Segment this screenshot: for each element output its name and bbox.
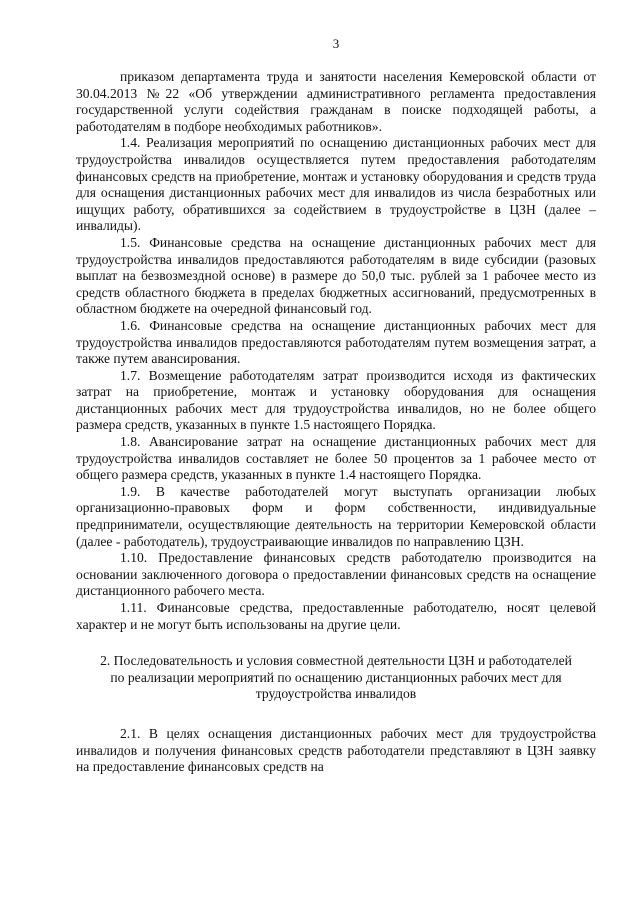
paragraph-2-1: 2.1. В целях оснащения дистанционных рабочих мест для трудоустройства инвалидов и получения финансовых средств работодатели представляют в ЦЗН заявку на предоставление финансовых средств на: [76, 725, 596, 775]
paragraph-1-8: 1.8. Авансирование затрат на оснащение дистанционных рабочих мест для трудоустройства инвалидов составляет не более 50 процентов за 1 рабочее место от общего размера средств, указанных в пункте 1.4 настоящего Порядка.: [76, 434, 596, 483]
paragraph-1-11: 1.11. Финансовые средства, предоставленные работодателю, носят целевой характер и не могут быть использованы на другие цели.: [76, 600, 596, 632]
paragraph-1-7: 1.7. Возмещение работодателям затрат производится исходя из фактических затрат на приобретение, монтаж и установку оборудования для оснащения дистанционных рабочих мест для трудоустройства инвалидов, но не более общего размера средств, указанных в пункте 1.5 настоящего Порядка.: [76, 367, 596, 433]
paragraph-1-9: 1.9. В качестве работодателей могут выступать организации любых организационно-правовых форм и форм собственности, индивидуальные предприниматели, осуществляющие деятельность на территории Кемеровской области (далее - работодатель), трудоустраивающие инвалидов по направлению ЦЗН.: [76, 483, 596, 549]
page-number: 3: [332, 36, 340, 51]
paragraph-1-10: 1.10. Предоставление финансовых средств работодателю производится на основании заключенного договора о предоставлении финансовых средств на оснащение дистанционного рабочего места.: [76, 550, 596, 599]
document-page: [76, 36, 596, 776]
section-heading: 2. Последовательность и условия совместной деятельности ЦЗН и работодателей по реализации мероприятий по оснащению дистанционных рабочих мест для трудоустройства инвалидов: [100, 653, 572, 702]
paragraph-order-reference: приказом департамента труда и занятости населения Кемеровской области от 30.04.2013 №22 «Об утверждении административного регламента предоставления государственной услуги содействия гражданам в поиске подходящей работы, а работодателям в подборе необходимых работников».: [76, 69, 596, 134]
paragraph-1-4: 1.4. Реализация мероприятий по оснащению дистанционных рабочих мест для трудоустройства инвалидов осуществляется путем предоставления работодателям финансовых средств на приобретение, монтаж и установку оборудования и средств труда для оснащения дистанционных рабочих мест для инвалидов из числа безработных или ищущих работу, обратившихся за содействием в трудоустройстве в ЦЗН (далее – инвалиды).: [76, 135, 596, 234]
paragraph-1-5: 1.5. Финансовые средства на оснащение дистанционных рабочих мест для трудоустройства инвалидов предоставляются работодателям в виде субсидии (разовых выплат на безвозмездной основе) в размере до 50,0 тыс. рублей за 1 рабочее место из средств областного бюджета в пределах бюджетных ассигнований, предусмотренных в областном бюджете на очередной финансовый год.: [76, 234, 596, 317]
paragraph-1-6: 1.6. Финансовые средства на оснащение дистанционных рабочих мест для трудоустройства инвалидов предоставляются работодателям путем возмещения затрат, а также путем авансирования.: [76, 317, 596, 367]
